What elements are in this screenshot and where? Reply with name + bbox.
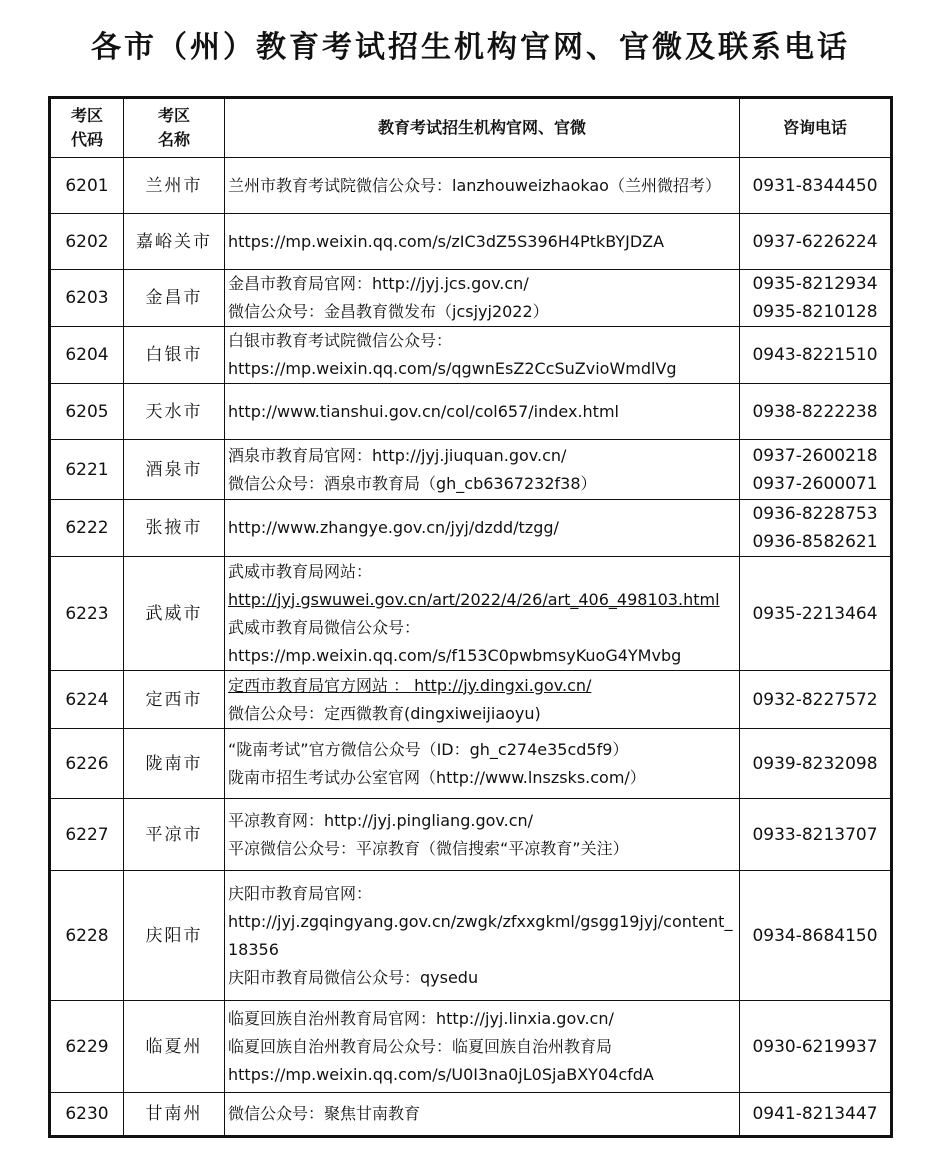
header-code — [50, 98, 124, 158]
site-line: https://mp.weixin.qq.com/s/U0I3na0jL0SjaBXY04cfdA — [228, 1064, 654, 1084]
table-row — [50, 1093, 892, 1137]
phone-cell — [740, 729, 892, 799]
table-row — [50, 214, 892, 270]
region-code: 6228 — [50, 871, 124, 1001]
region-name: 平凉市 — [124, 799, 225, 871]
phone-cell — [740, 1093, 892, 1137]
phone-cell — [740, 1001, 892, 1093]
table-row — [50, 871, 892, 1001]
phone-number: 0936-8582621 — [752, 532, 878, 552]
table-row — [50, 158, 892, 214]
phone-cell — [740, 214, 892, 270]
site-cell — [225, 799, 740, 871]
phone-number: 0941-8213447 — [752, 1104, 878, 1124]
site-line: 临夏回族自治州教育局公众号：临夏回族自治州教育局 — [228, 1036, 613, 1056]
phone-number: 0936-8228753 — [752, 504, 878, 524]
site-line: 平凉教育网：http://jyj.pingliang.gov.cn/ — [228, 810, 534, 830]
phone-cell — [740, 384, 892, 440]
site-line: 平凉微信公众号：平凉教育（微信搜索“平凉教育”关注） — [228, 838, 629, 858]
site-line: 陇南市招生考试办公室官网（http://www.lnszsks.com/） — [228, 767, 646, 787]
region-code: 6201 — [50, 158, 124, 214]
site-cell — [225, 158, 740, 214]
site-line: http://www.zhangye.gov.cn/jyj/dzdd/tzgg/ — [228, 518, 559, 537]
phone-cell — [740, 557, 892, 671]
phone-number: 0932-8227572 — [752, 689, 878, 710]
site-line: 微信公众号：金昌教育微发布（jcsjyj2022） — [228, 302, 549, 321]
region-code: 6224 — [50, 671, 124, 729]
region-code: 6204 — [50, 327, 124, 384]
contact-table — [48, 96, 893, 1138]
region-name: 兰州市 — [124, 158, 225, 214]
region-name: 白银市 — [124, 327, 225, 384]
table-row — [50, 557, 892, 671]
site-line: https://mp.weixin.qq.com/s/f153C0pwbmsyKuoG4YMvbg — [228, 645, 682, 665]
phone-number: 0939-8232098 — [752, 753, 878, 774]
site-cell — [225, 270, 740, 327]
table-row — [50, 327, 892, 384]
phone-cell — [740, 799, 892, 871]
table-row — [50, 440, 892, 500]
table-row — [50, 671, 892, 729]
site-cell — [225, 1001, 740, 1093]
phone-number: 0930-6219937 — [752, 1036, 878, 1057]
site-line: https://mp.weixin.qq.com/s/qgwnEsZ2CcSuZvioWmdlVg — [228, 359, 677, 378]
phone-number: 0943-8221510 — [752, 345, 878, 365]
region-code: 6230 — [50, 1093, 124, 1137]
region-name: 张掖市 — [124, 500, 225, 557]
site-link[interactable]: http://jyj.gswuwei.gov.cn/art/2022/4/26/art_406_498103.html — [228, 589, 720, 609]
region-name: 甘南州 — [124, 1093, 225, 1137]
site-cell — [225, 384, 740, 440]
site-cell — [225, 440, 740, 500]
site-cell — [225, 557, 740, 671]
phone-number: 0935-2213464 — [752, 603, 878, 624]
phone-cell — [740, 500, 892, 557]
region-name: 临夏州 — [124, 1001, 225, 1093]
site-line: “陇南考试”官方微信公众号（ID：gh_c274e35cd5f9） — [228, 739, 629, 759]
site-line: 临夏回族自治州教育局官网：http://jyj.linxia.gov.cn/ — [228, 1008, 614, 1028]
region-name: 嘉峪关市 — [124, 214, 225, 270]
site-line: 兰州市教育考试院微信公众号：lanzhouweizhaokao（兰州微招考） — [228, 175, 721, 195]
site-cell — [225, 500, 740, 557]
site-cell — [225, 327, 740, 384]
site-line: http://jyj.zgqingyang.gov.cn/zwgk/zfxxgkml/gsgg19jyj/content_18356 — [228, 911, 733, 959]
phone-number: 0933-8213707 — [752, 824, 878, 845]
header-phone: 咨询电话 — [740, 98, 892, 158]
phone-number: 0937-6226224 — [752, 231, 878, 252]
phone-number: 0938-8222238 — [752, 401, 878, 422]
header-code-line1: 考区 — [70, 106, 103, 125]
region-name: 天水市 — [124, 384, 225, 440]
phone-number: 0935-8210128 — [752, 302, 878, 322]
phone-cell — [740, 270, 892, 327]
table-row — [50, 270, 892, 327]
page-title: 各市（州）教育考试招生机构官网、官微及联系电话 — [91, 30, 850, 65]
region-name: 陇南市 — [124, 729, 225, 799]
site-cell — [225, 214, 740, 270]
site-cell — [225, 729, 740, 799]
header-row — [50, 98, 892, 158]
site-line: 微信公众号：酒泉市教育局（gh_cb6367232f38） — [228, 473, 597, 493]
header-code-line2: 代码 — [70, 130, 103, 149]
site-line: 庆阳市教育局官网： — [228, 883, 373, 903]
table-row — [50, 729, 892, 799]
region-name: 金昌市 — [124, 270, 225, 327]
site-link[interactable]: 定西市教育局官方网站 ： http://jy.dingxi.gov.cn/ — [228, 675, 592, 695]
site-line: 微信公众号：定西微教育(dingxiweijiaoyu) — [228, 703, 541, 723]
phone-number: 0934-8684150 — [752, 925, 878, 946]
region-name: 武威市 — [124, 557, 225, 671]
site-line: 武威市教育局微信公众号： — [228, 617, 421, 637]
phone-number: 0937-2600071 — [752, 473, 878, 494]
region-code: 6227 — [50, 799, 124, 871]
phone-number: 0937-2600218 — [752, 445, 878, 466]
site-line: https://mp.weixin.qq.com/s/zIC3dZ5S396H4PtkBYJDZA — [228, 231, 665, 251]
site-line: http://www.tianshui.gov.cn/col/col657/index.html — [228, 401, 619, 421]
header-name — [124, 98, 225, 158]
table-row — [50, 799, 892, 871]
site-line: 白银市教育考试院微信公众号： — [228, 331, 453, 350]
site-line: 庆阳市教育局微信公众号：qysedu — [228, 967, 479, 987]
header-name-line1: 考区 — [157, 106, 190, 125]
phone-cell — [740, 671, 892, 729]
site-line: 微信公众号：聚焦甘南教育 — [228, 1104, 421, 1123]
region-code: 6221 — [50, 440, 124, 500]
header-site: 教育考试招生机构官网、官微 — [225, 98, 740, 158]
site-line: 武威市教育局网站： — [228, 561, 373, 581]
phone-number: 0935-8212934 — [752, 274, 878, 294]
region-name: 酒泉市 — [124, 440, 225, 500]
phone-cell — [740, 158, 892, 214]
region-code: 6222 — [50, 500, 124, 557]
region-code: 6205 — [50, 384, 124, 440]
phone-number: 0931-8344450 — [752, 175, 878, 196]
header-name-line2: 名称 — [157, 130, 190, 149]
site-cell — [225, 1093, 740, 1137]
table-row — [50, 384, 892, 440]
region-code: 6223 — [50, 557, 124, 671]
region-code: 6229 — [50, 1001, 124, 1093]
region-code: 6202 — [50, 214, 124, 270]
site-cell — [225, 871, 740, 1001]
site-line: 酒泉市教育局官网：http://jyj.jiuquan.gov.cn/ — [228, 445, 567, 465]
table-row — [50, 500, 892, 557]
region-name: 庆阳市 — [124, 871, 225, 1001]
phone-cell — [740, 871, 892, 1001]
table-row — [50, 1001, 892, 1093]
phone-cell — [740, 440, 892, 500]
region-code: 6226 — [50, 729, 124, 799]
site-cell — [225, 671, 740, 729]
region-code: 6203 — [50, 270, 124, 327]
phone-cell — [740, 327, 892, 384]
region-name: 定西市 — [124, 671, 225, 729]
site-line: 金昌市教育局官网：http://jyj.jcs.gov.cn/ — [228, 274, 529, 293]
